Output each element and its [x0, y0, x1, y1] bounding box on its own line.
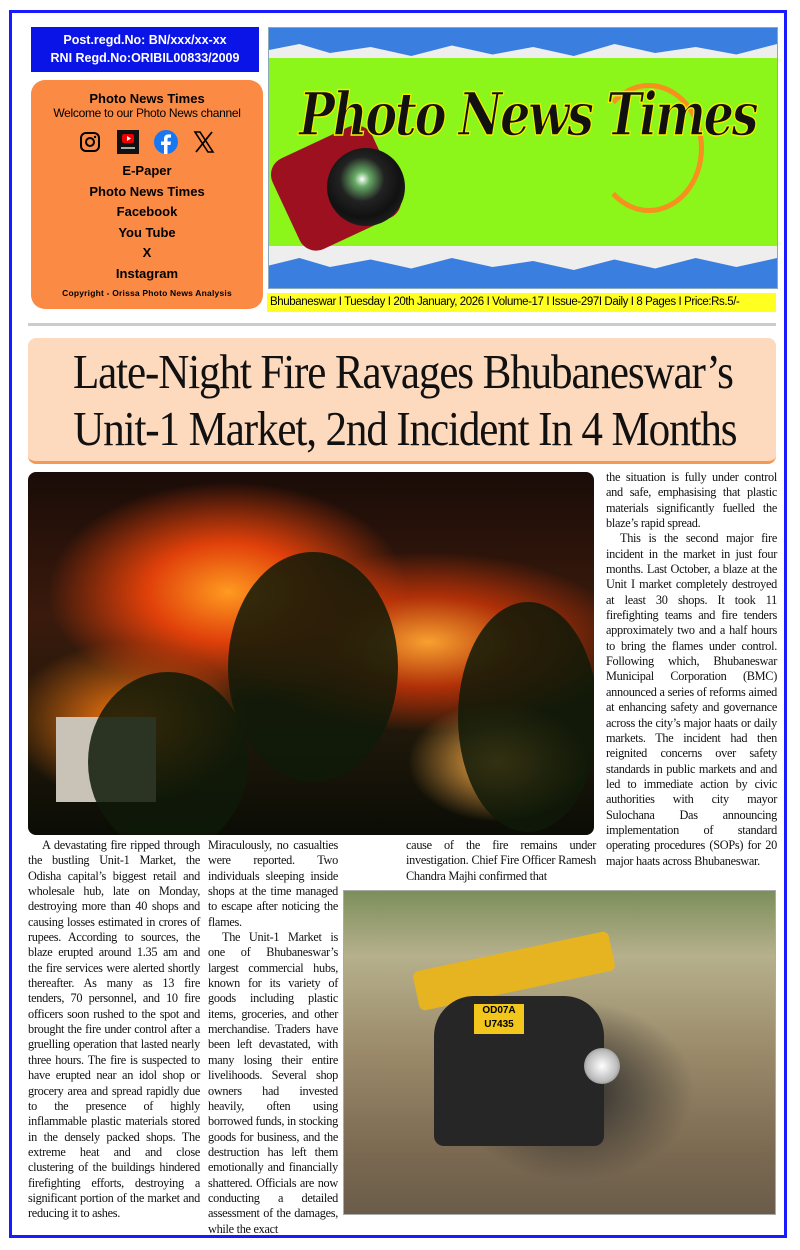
instagram-icon[interactable]	[78, 130, 102, 154]
number-plate: OD07A U7435	[474, 1004, 524, 1034]
article-column-3	[406, 838, 596, 884]
rni-regd-number: RNI Regd.No:ORIBIL00833/2009	[50, 51, 240, 65]
masthead-logo	[268, 27, 778, 289]
social-links-panel	[31, 80, 263, 309]
tree-silhouette	[228, 552, 398, 782]
tree-silhouette	[458, 602, 594, 832]
tree-silhouette	[88, 672, 248, 835]
link-facebook[interactable]: Facebook	[116, 204, 178, 219]
post-regd-number: Post.regd.No: BN/xxx/xx-xx	[63, 33, 227, 47]
article-column-1	[28, 838, 200, 1222]
registration-box	[31, 27, 259, 72]
divider	[28, 323, 776, 326]
link-youtube[interactable]: You Tube	[118, 224, 176, 240]
fire-photo	[28, 472, 594, 835]
paragraph: cause of the fire remains under investigation. Chief Fire Officer Ramesh Chandra Majhi confirmed that	[406, 838, 596, 883]
headlamp	[584, 1048, 620, 1084]
paragraph: Miraculously, no casualties were reported. Two individuals sleeping inside shops at the time managed to escape after noticing the flames.	[208, 838, 338, 929]
copyright-text: Copyright - Orissa Photo News Analysis	[62, 288, 232, 298]
link-photo-news-times[interactable]: Photo News Times	[89, 183, 205, 199]
youtube-icon[interactable]	[116, 130, 140, 154]
dateline: Bhubaneswar I Tuesday I 20th January, 2026 I Volume-17 I Issue-297I Daily I 8 Pages I Price:Rs.5/-	[267, 293, 776, 312]
headline-line-2: Unit-1 Market, 2nd Incident In 4 Months	[73, 401, 737, 456]
welcome-text: Welcome to our Photo News channel	[53, 106, 241, 120]
facebook-icon[interactable]	[154, 130, 178, 154]
x-icon[interactable]	[192, 130, 216, 154]
camera-lens	[327, 148, 405, 226]
link-instagram[interactable]: Instagram	[115, 265, 179, 281]
headline-line-1: Late-Night Fire Ravages Bhubaneswar’s	[72, 344, 733, 399]
torn-paper-bottom	[269, 246, 777, 276]
logo-text: Photo News Times	[299, 80, 757, 150]
paragraph: This is the second major fire incident in the market in just four months. Last October, a blaze at the Unit I market completely destroyed at least 30 shops. It took 11 firefighting teams and fire tenders approximately two and a half hours to bring the flames under control. Following which, Bhubaneswar Municipal Corporation (BMC) announced a series of reforms aimed at enhancing safety and governance across the city’s major haats or daily markets. The incident had then reignited concerns over safety standards in public markets and and led to immediate action by civic authorities with city mayor Sulochana Das announcing implementation of standard operating procedures (SOPs) for 20 major haats across Bhubaneswar.	[606, 531, 777, 868]
article-column-4	[606, 470, 777, 869]
link-x[interactable]: X	[142, 245, 152, 260]
article-column-2	[208, 838, 338, 1237]
channel-title: Photo News Times	[89, 91, 205, 106]
link-epaper[interactable]: E-Paper	[122, 163, 172, 178]
paragraph: A devastating fire ripped through the bustling Unit-1 Market, the Odisha capital’s biggest retail and wholesale hub, late on Monday, destroying more than 40 shops and causing losses estimated in crores of rupees. According to sources, the blaze erupted around 1.35 am and the fire services were alerted shortly thereafter. As many as 13 fire tenders, 70 personnel, and 10 fire officers soon rushed to the spot and brought the fire under control after a gruelling operation that lasted nearly three hours. The fire is suspected to have erupted near an idol shop or grocery area and spread rapidly due to the presence of highly inflammable plastic materials stored in the densely packed shops. The extreme heat and and close clustering of the buildings hindered firefighting efforts, destroying a significant portion of the market and reducing it to ashes.	[28, 838, 200, 1221]
burnt-autorickshaw-photo	[343, 890, 776, 1215]
headline	[28, 338, 776, 464]
paragraph: the situation is fully under control and safe, emphasising that plastic materials significantly fuelled the blaze’s rapid spread.	[606, 470, 777, 531]
paragraph: The Unit-1 Market is one of Bhubaneswar’s largest commercial hubs, known for its variety of goods including plastic items, groceries, and other merchandise. Traders have been left devastated, with many losing their entire livelihoods. Several shop owners had invested heavily, often using borrowed funds, in stocking goods for business, and the destruction has left them emotionally and financially shattered. Officials are now conducting a detailed assessment of the damages, while the exact	[208, 930, 338, 1236]
